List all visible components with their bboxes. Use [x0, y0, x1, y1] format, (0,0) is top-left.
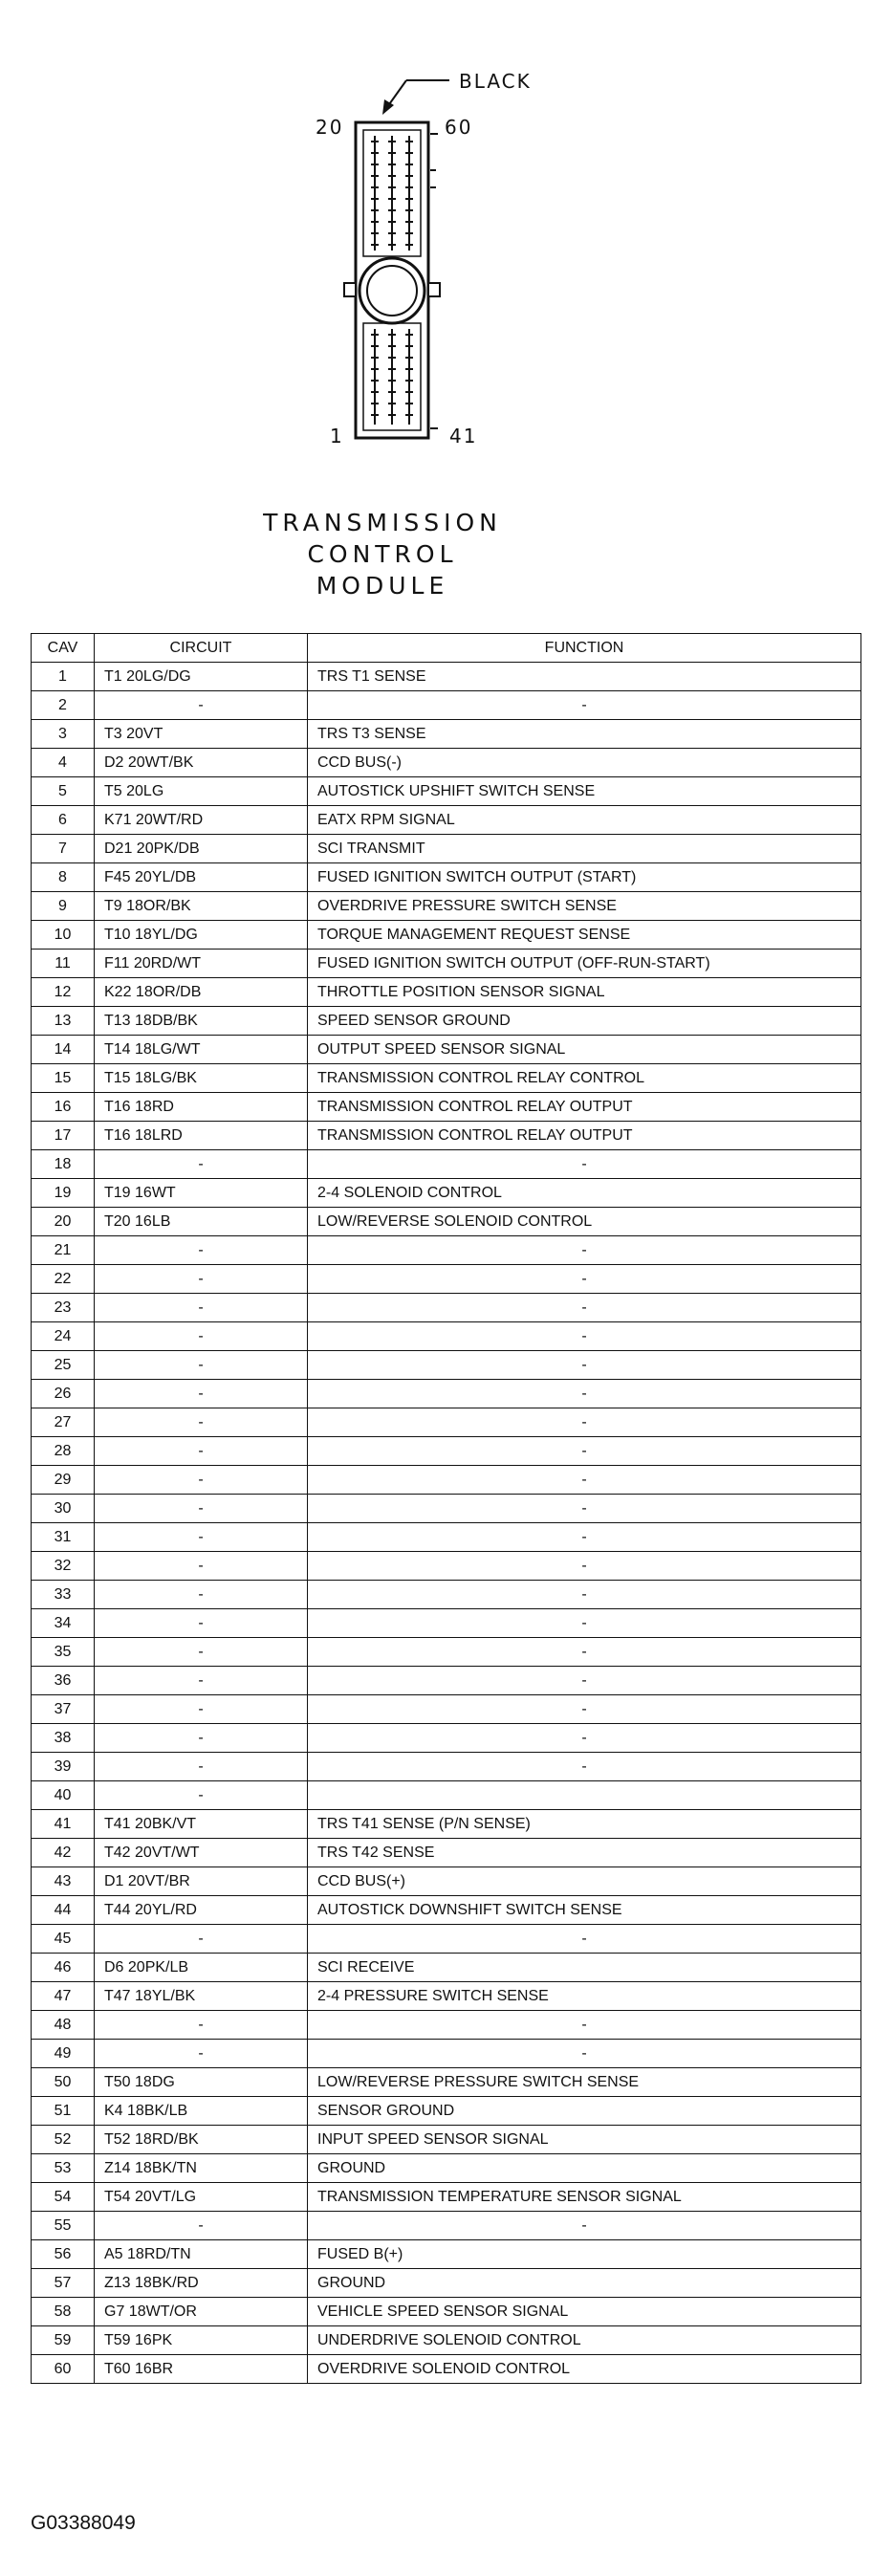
circuit-cell: T52 18RD/BK	[95, 2126, 308, 2154]
circuit-cell: -	[95, 1724, 308, 1753]
module-title-line-2: CONTROL	[307, 540, 458, 568]
cav-cell: 44	[32, 1896, 95, 1925]
connector-diagram	[0, 0, 893, 478]
table-row	[32, 978, 861, 1007]
module-title	[220, 507, 545, 601]
function-cell: -	[308, 1351, 861, 1380]
circuit-cell: T41 20BK/VT	[95, 1810, 308, 1839]
table-row	[32, 1609, 861, 1638]
cav-cell: 9	[32, 892, 95, 921]
function-cell: -	[308, 1724, 861, 1753]
circuit-cell: T3 20VT	[95, 720, 308, 749]
cav-cell: 4	[32, 749, 95, 777]
header-cav: CAV	[32, 634, 95, 663]
circuit-cell: -	[95, 1925, 308, 1954]
table-row	[32, 1093, 861, 1122]
circuit-cell: T15 18LG/BK	[95, 1064, 308, 1093]
cav-cell: 17	[32, 1122, 95, 1150]
circuit-cell: D1 20VT/BR	[95, 1867, 308, 1896]
circuit-cell: T16 18LRD	[95, 1122, 308, 1150]
cav-cell: 54	[32, 2183, 95, 2212]
table-row	[32, 1781, 861, 1810]
cav-cell: 3	[32, 720, 95, 749]
cav-cell: 46	[32, 1954, 95, 1982]
function-cell: SCI RECEIVE	[308, 1954, 861, 1982]
table-row	[32, 2097, 861, 2126]
table-row	[32, 720, 861, 749]
cav-cell: 8	[32, 863, 95, 892]
table-row	[32, 1351, 861, 1380]
circuit-cell: -	[95, 691, 308, 720]
cav-cell: 15	[32, 1064, 95, 1093]
function-cell: -	[308, 1495, 861, 1523]
cav-cell: 47	[32, 1982, 95, 2011]
cav-cell: 25	[32, 1351, 95, 1380]
circuit-cell: -	[95, 1322, 308, 1351]
table-row	[32, 1867, 861, 1896]
table-row	[32, 2011, 861, 2040]
table-row	[32, 921, 861, 950]
function-cell: GROUND	[308, 2154, 861, 2183]
table-row	[32, 2126, 861, 2154]
cav-cell: 24	[32, 1322, 95, 1351]
cav-cell: 14	[32, 1036, 95, 1064]
circuit-cell: -	[95, 2212, 308, 2240]
cav-cell: 37	[32, 1695, 95, 1724]
table-header-row	[32, 634, 861, 663]
circuit-cell: T10 18YL/DG	[95, 921, 308, 950]
function-cell: GROUND	[308, 2269, 861, 2298]
circuit-cell: -	[95, 1581, 308, 1609]
function-cell: -	[308, 2040, 861, 2068]
cav-cell: 28	[32, 1437, 95, 1466]
cav-cell: 6	[32, 806, 95, 835]
cav-cell: 59	[32, 2326, 95, 2355]
table-row	[32, 691, 861, 720]
table-row	[32, 2212, 861, 2240]
function-cell: -	[308, 1753, 861, 1781]
circuit-cell: -	[95, 1236, 308, 1265]
function-cell: -	[308, 1408, 861, 1437]
table-row	[32, 950, 861, 978]
circuit-cell: Z13 18BK/RD	[95, 2269, 308, 2298]
function-cell: UNDERDRIVE SOLENOID CONTROL	[308, 2326, 861, 2355]
function-cell: TRANSMISSION CONTROL RELAY OUTPUT	[308, 1122, 861, 1150]
pin-label-41: 41	[449, 425, 478, 448]
table-row	[32, 1495, 861, 1523]
cav-cell: 43	[32, 1867, 95, 1896]
circuit-cell: D2 20WT/BK	[95, 749, 308, 777]
cav-cell: 38	[32, 1724, 95, 1753]
table-row	[32, 863, 861, 892]
figure-id: G03388049	[31, 2512, 136, 2534]
function-cell: -	[308, 1638, 861, 1667]
cav-cell: 1	[32, 663, 95, 691]
table-row	[32, 1810, 861, 1839]
function-cell: CCD BUS(+)	[308, 1867, 861, 1896]
circuit-cell: D6 20PK/LB	[95, 1954, 308, 1982]
cav-cell: 19	[32, 1179, 95, 1208]
function-cell: -	[308, 1437, 861, 1466]
table-row	[32, 1036, 861, 1064]
pin-label-1: 1	[330, 425, 344, 448]
circuit-cell: -	[95, 1552, 308, 1581]
cav-cell: 31	[32, 1523, 95, 1552]
table-row	[32, 663, 861, 691]
function-cell: -	[308, 1609, 861, 1638]
circuit-cell: T13 18DB/BK	[95, 1007, 308, 1036]
cav-cell: 40	[32, 1781, 95, 1810]
module-title-line-1: TRANSMISSION	[263, 509, 502, 536]
cav-cell: 29	[32, 1466, 95, 1495]
cav-cell: 5	[32, 777, 95, 806]
cav-cell: 18	[32, 1150, 95, 1179]
cav-cell: 57	[32, 2269, 95, 2298]
function-cell: -	[308, 1294, 861, 1322]
cav-cell: 50	[32, 2068, 95, 2097]
table-row	[32, 2040, 861, 2068]
function-cell: TRS T42 SENSE	[308, 1839, 861, 1867]
table-row	[32, 1954, 861, 1982]
table-row	[32, 777, 861, 806]
pin-label-60: 60	[445, 116, 473, 139]
function-cell: VEHICLE SPEED SENSOR SIGNAL	[308, 2298, 861, 2326]
function-cell: FUSED B(+)	[308, 2240, 861, 2269]
cav-cell: 11	[32, 950, 95, 978]
circuit-cell: T16 18RD	[95, 1093, 308, 1122]
function-cell: CCD BUS(-)	[308, 749, 861, 777]
function-cell: -	[308, 1695, 861, 1724]
function-cell: -	[308, 1322, 861, 1351]
function-cell: -	[308, 1466, 861, 1495]
function-cell: INPUT SPEED SENSOR SIGNAL	[308, 2126, 861, 2154]
circuit-cell: -	[95, 1437, 308, 1466]
table-row	[32, 835, 861, 863]
function-cell: -	[308, 1236, 861, 1265]
table-row	[32, 2068, 861, 2097]
table-row	[32, 1466, 861, 1495]
circuit-cell: T1 20LG/DG	[95, 663, 308, 691]
function-cell: -	[308, 1523, 861, 1552]
table-row	[32, 1753, 861, 1781]
circuit-cell: -	[95, 1753, 308, 1781]
cav-cell: 35	[32, 1638, 95, 1667]
circuit-cell: D21 20PK/DB	[95, 835, 308, 863]
cav-cell: 12	[32, 978, 95, 1007]
function-cell: OUTPUT SPEED SENSOR SIGNAL	[308, 1036, 861, 1064]
table-row	[32, 1294, 861, 1322]
function-cell: SCI TRANSMIT	[308, 835, 861, 863]
circuit-cell: T14 18LG/WT	[95, 1036, 308, 1064]
function-cell: -	[308, 1150, 861, 1179]
circuit-cell: F11 20RD/WT	[95, 950, 308, 978]
circuit-cell: -	[95, 1294, 308, 1322]
circuit-cell: T42 20VT/WT	[95, 1839, 308, 1867]
cav-cell: 16	[32, 1093, 95, 1122]
cav-cell: 53	[32, 2154, 95, 2183]
function-cell: TORQUE MANAGEMENT REQUEST SENSE	[308, 921, 861, 950]
table-row	[32, 1581, 861, 1609]
cav-cell: 60	[32, 2355, 95, 2384]
circuit-cell: -	[95, 1150, 308, 1179]
table-row	[32, 1695, 861, 1724]
cav-cell: 2	[32, 691, 95, 720]
circuit-cell: T50 18DG	[95, 2068, 308, 2097]
header-circuit: CIRCUIT	[95, 634, 308, 663]
function-cell: -	[308, 1925, 861, 1954]
table-row	[32, 1322, 861, 1351]
function-cell: -	[308, 2212, 861, 2240]
function-cell: TRS T3 SENSE	[308, 720, 861, 749]
circuit-cell: T59 16PK	[95, 2326, 308, 2355]
circuit-cell: -	[95, 1265, 308, 1294]
table-row	[32, 806, 861, 835]
cav-cell: 32	[32, 1552, 95, 1581]
function-cell: FUSED IGNITION SWITCH OUTPUT (OFF-RUN-START)	[308, 950, 861, 978]
cav-cell: 41	[32, 1810, 95, 1839]
cav-cell: 51	[32, 2097, 95, 2126]
function-cell: AUTOSTICK DOWNSHIFT SWITCH SENSE	[308, 1896, 861, 1925]
table-row	[32, 1839, 861, 1867]
circuit-cell: -	[95, 1638, 308, 1667]
circuit-cell: K71 20WT/RD	[95, 806, 308, 835]
circuit-cell: -	[95, 1695, 308, 1724]
cav-cell: 42	[32, 1839, 95, 1867]
function-cell: SPEED SENSOR GROUND	[308, 1007, 861, 1036]
table-row	[32, 2269, 861, 2298]
cav-cell: 22	[32, 1265, 95, 1294]
table-row	[32, 1408, 861, 1437]
cav-cell: 34	[32, 1609, 95, 1638]
table-row	[32, 1265, 861, 1294]
function-cell	[308, 1781, 861, 1810]
circuit-cell: K22 18OR/DB	[95, 978, 308, 1007]
table-row	[32, 1552, 861, 1581]
cav-cell: 39	[32, 1753, 95, 1781]
table-row	[32, 2326, 861, 2355]
circuit-cell: -	[95, 1351, 308, 1380]
cav-cell: 33	[32, 1581, 95, 1609]
circuit-cell: T19 16WT	[95, 1179, 308, 1208]
cav-cell: 55	[32, 2212, 95, 2240]
connector-color-label: BLACK	[459, 70, 532, 93]
cav-cell: 36	[32, 1667, 95, 1695]
function-cell: 2-4 PRESSURE SWITCH SENSE	[308, 1982, 861, 2011]
table-row	[32, 1380, 861, 1408]
circuit-cell: -	[95, 1466, 308, 1495]
table-row	[32, 1896, 861, 1925]
table-row	[32, 1925, 861, 1954]
circuit-cell: -	[95, 1380, 308, 1408]
function-cell: SENSOR GROUND	[308, 2097, 861, 2126]
table-row	[32, 1122, 861, 1150]
function-cell: -	[308, 2011, 861, 2040]
table-row	[32, 1064, 861, 1093]
function-cell: LOW/REVERSE PRESSURE SWITCH SENSE	[308, 2068, 861, 2097]
circuit-cell: -	[95, 1667, 308, 1695]
table-row	[32, 1179, 861, 1208]
table-row	[32, 2183, 861, 2212]
cav-cell: 30	[32, 1495, 95, 1523]
cav-cell: 48	[32, 2011, 95, 2040]
cav-cell: 52	[32, 2126, 95, 2154]
circuit-cell: -	[95, 1408, 308, 1437]
circuit-cell: T60 16BR	[95, 2355, 308, 2384]
cav-cell: 21	[32, 1236, 95, 1265]
table-row	[32, 1150, 861, 1179]
pinout-table	[31, 633, 861, 2384]
table-row	[32, 1523, 861, 1552]
circuit-cell: -	[95, 1781, 308, 1810]
function-cell: -	[308, 1667, 861, 1695]
function-cell: -	[308, 1265, 861, 1294]
circuit-cell: K4 18BK/LB	[95, 2097, 308, 2126]
cav-cell: 49	[32, 2040, 95, 2068]
cav-cell: 26	[32, 1380, 95, 1408]
function-cell: TRANSMISSION TEMPERATURE SENSOR SIGNAL	[308, 2183, 861, 2212]
cav-cell: 23	[32, 1294, 95, 1322]
circuit-cell: -	[95, 1609, 308, 1638]
circuit-cell: -	[95, 2011, 308, 2040]
table-row	[32, 2298, 861, 2326]
circuit-cell: T44 20YL/RD	[95, 1896, 308, 1925]
circuit-cell: -	[95, 2040, 308, 2068]
header-function: FUNCTION	[308, 634, 861, 663]
function-cell: FUSED IGNITION SWITCH OUTPUT (START)	[308, 863, 861, 892]
table-row	[32, 1638, 861, 1667]
function-cell: THROTTLE POSITION SENSOR SIGNAL	[308, 978, 861, 1007]
circuit-cell: G7 18WT/OR	[95, 2298, 308, 2326]
table-row	[32, 2240, 861, 2269]
circuit-cell: Z14 18BK/TN	[95, 2154, 308, 2183]
circuit-cell: F45 20YL/DB	[95, 863, 308, 892]
pin-label-20: 20	[316, 116, 344, 139]
circuit-cell: T9 18OR/BK	[95, 892, 308, 921]
circuit-cell: T54 20VT/LG	[95, 2183, 308, 2212]
table-row	[32, 892, 861, 921]
table-row	[32, 1208, 861, 1236]
module-title-line-3: MODULE	[316, 572, 449, 600]
cav-cell: 56	[32, 2240, 95, 2269]
table-row	[32, 2154, 861, 2183]
function-cell: OVERDRIVE SOLENOID CONTROL	[308, 2355, 861, 2384]
function-cell: TRANSMISSION CONTROL RELAY CONTROL	[308, 1064, 861, 1093]
circuit-cell: A5 18RD/TN	[95, 2240, 308, 2269]
function-cell: -	[308, 691, 861, 720]
function-cell: -	[308, 1552, 861, 1581]
table-row	[32, 1007, 861, 1036]
cav-cell: 45	[32, 1925, 95, 1954]
circuit-cell: T5 20LG	[95, 777, 308, 806]
cav-cell: 10	[32, 921, 95, 950]
table-row	[32, 1724, 861, 1753]
function-cell: TRS T1 SENSE	[308, 663, 861, 691]
circuit-cell: T47 18YL/BK	[95, 1982, 308, 2011]
table-row	[32, 2355, 861, 2384]
cav-cell: 20	[32, 1208, 95, 1236]
function-cell: -	[308, 1380, 861, 1408]
function-cell: -	[308, 1581, 861, 1609]
table-row	[32, 1982, 861, 2011]
table-row	[32, 1667, 861, 1695]
function-cell: TRANSMISSION CONTROL RELAY OUTPUT	[308, 1093, 861, 1122]
cav-cell: 58	[32, 2298, 95, 2326]
cav-cell: 7	[32, 835, 95, 863]
table-row	[32, 1437, 861, 1466]
function-cell: AUTOSTICK UPSHIFT SWITCH SENSE	[308, 777, 861, 806]
function-cell: LOW/REVERSE SOLENOID CONTROL	[308, 1208, 861, 1236]
circuit-cell: -	[95, 1523, 308, 1552]
table-row	[32, 749, 861, 777]
cav-cell: 27	[32, 1408, 95, 1437]
circuit-cell: T20 16LB	[95, 1208, 308, 1236]
function-cell: OVERDRIVE PRESSURE SWITCH SENSE	[308, 892, 861, 921]
cav-cell: 13	[32, 1007, 95, 1036]
table-row	[32, 1236, 861, 1265]
function-cell: TRS T41 SENSE (P/N SENSE)	[308, 1810, 861, 1839]
function-cell: 2-4 SOLENOID CONTROL	[308, 1179, 861, 1208]
circuit-cell: -	[95, 1495, 308, 1523]
function-cell: EATX RPM SIGNAL	[308, 806, 861, 835]
